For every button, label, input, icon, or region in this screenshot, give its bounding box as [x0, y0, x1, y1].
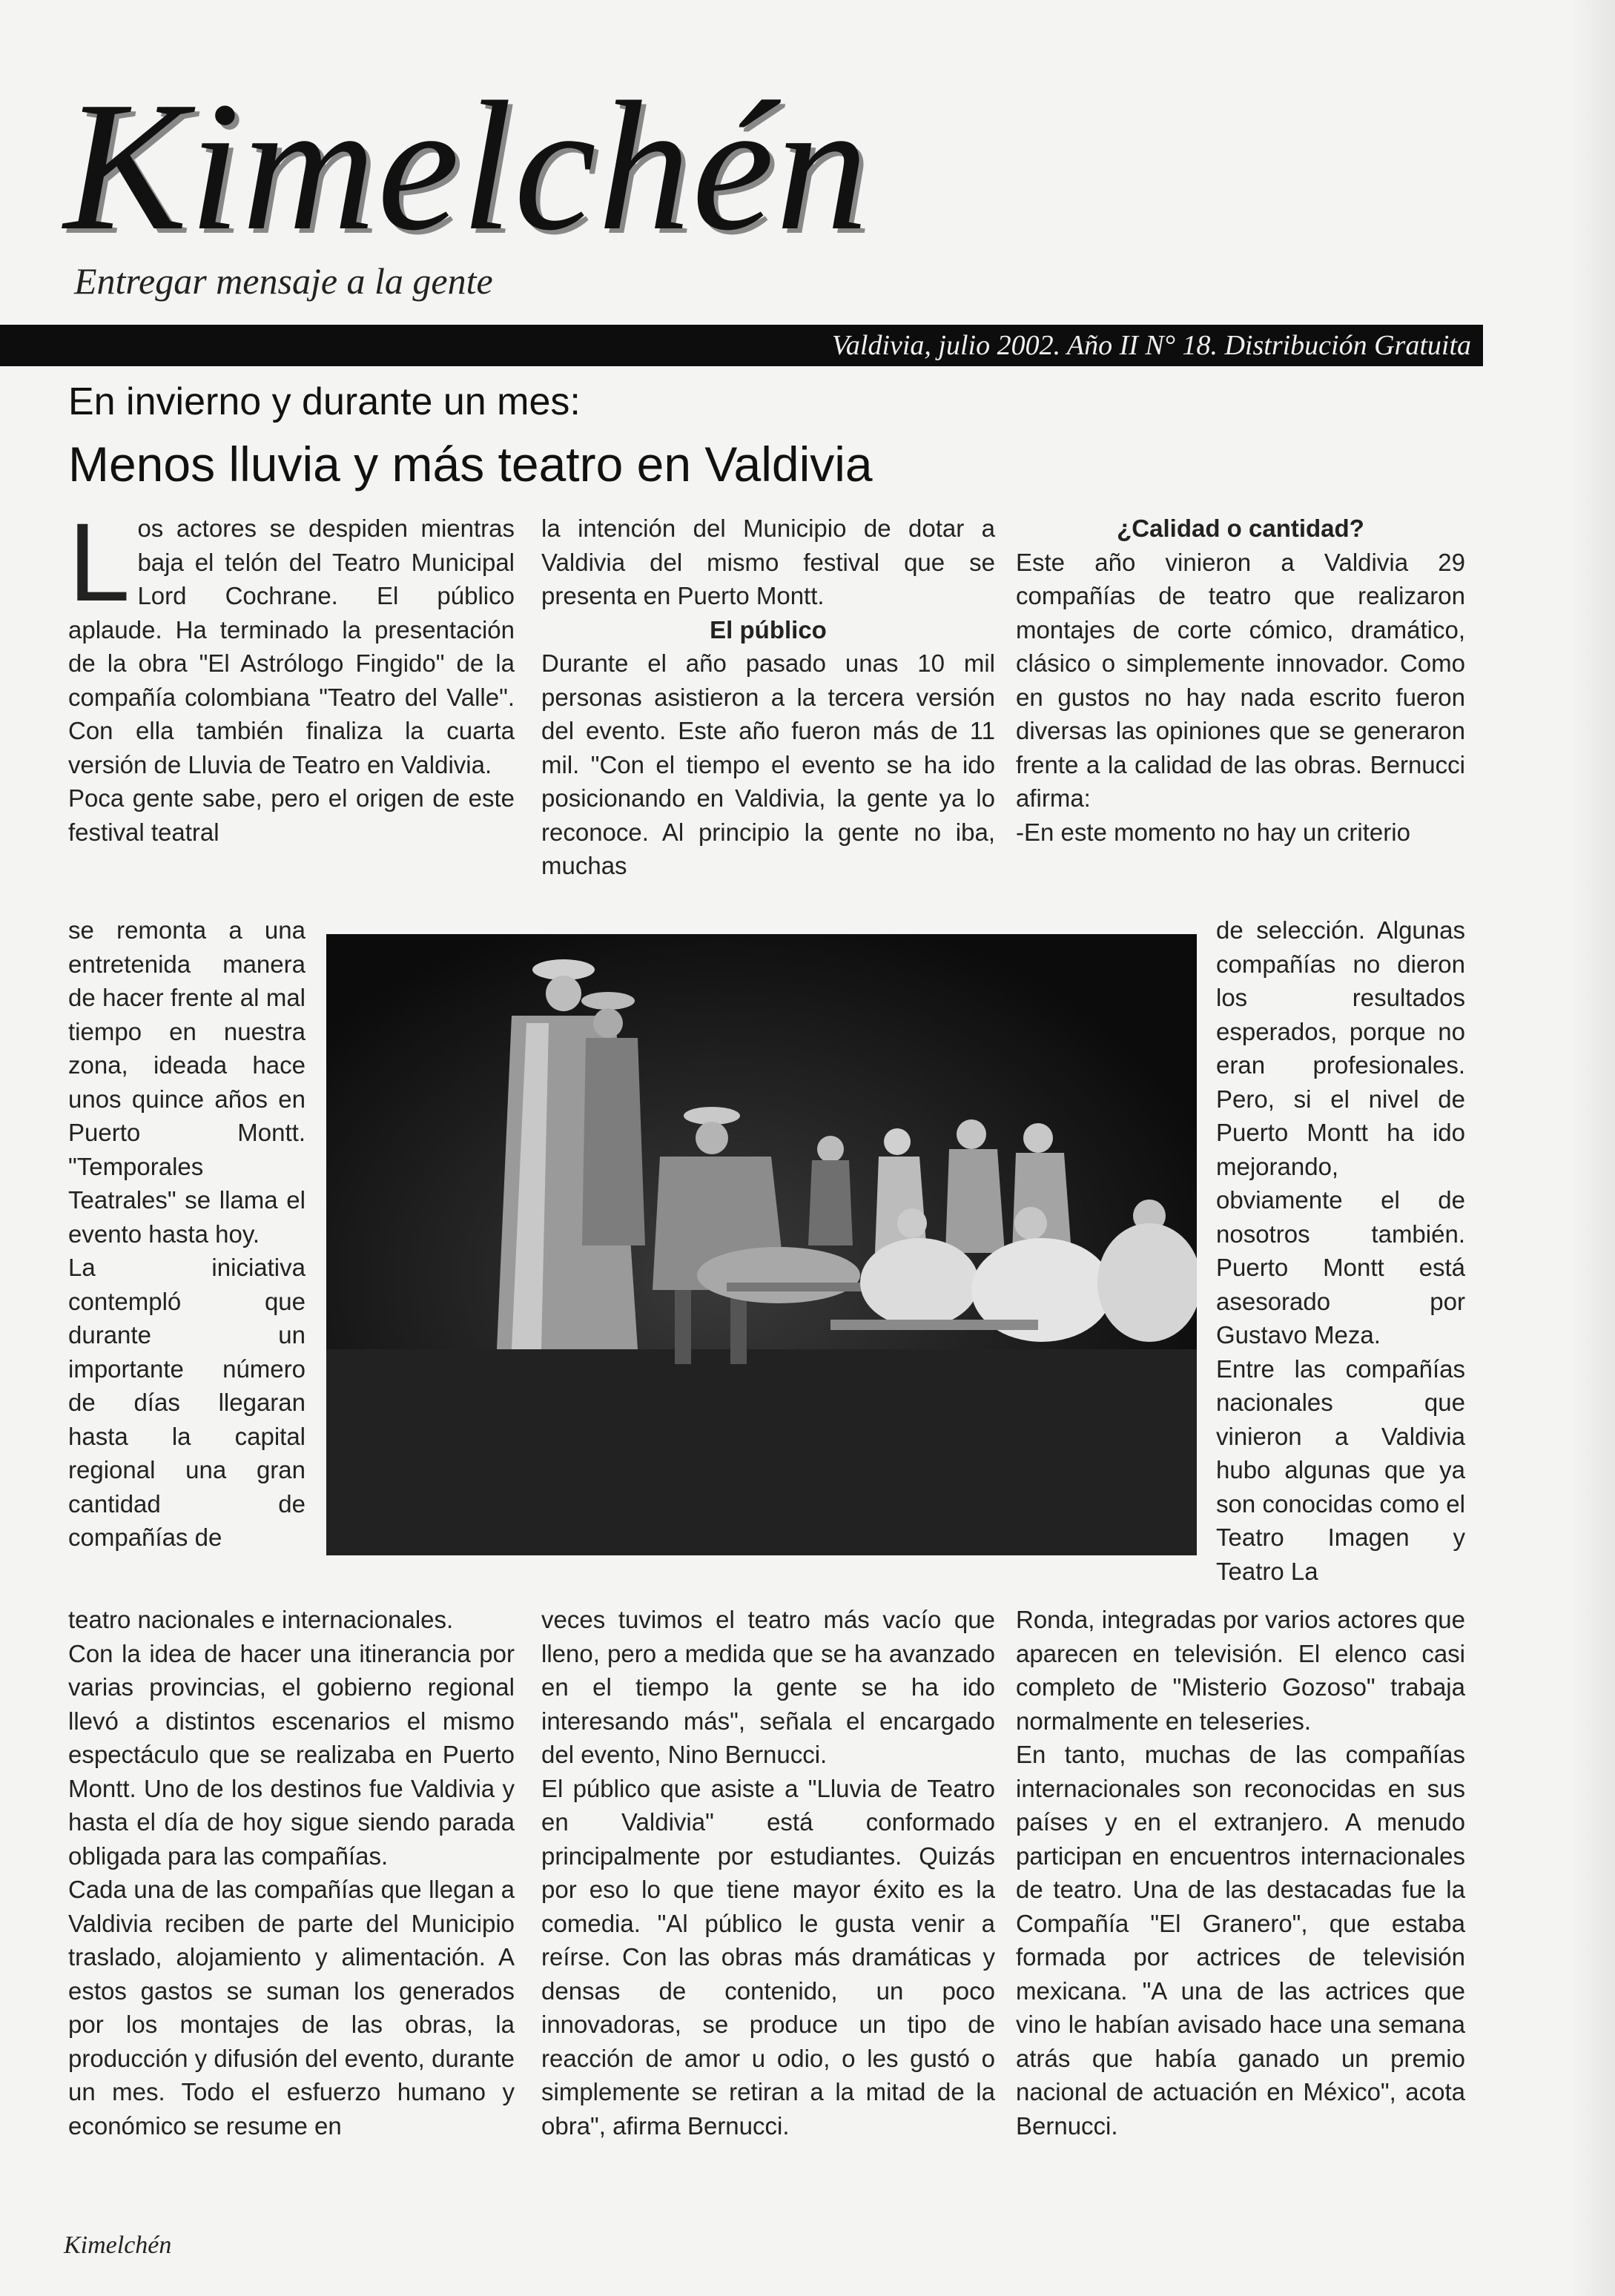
masthead-tagline: Entregar mensaje a la gente: [74, 260, 493, 302]
paragraph: Cada una de las compañías que llegan a Valdivia reciben de parte del Municipio traslado, alojamiento y alimentación. A estos gastos se suman los generados por los montajes de las obras, la producción y difusión del evento, durante un mes. Todo el esfuerzo humano y económico se resume en: [68, 1876, 515, 2140]
paragraph: El público que asiste a "Lluvia de Teatro en Valdivia" está conformado principalmente por estudiantes. Quizás por eso lo que tiene mayor éxito es la comedia. "Al público le gusta venir a reírse. Con las obras más dramáticas y densas de contenido, un poco innovadoras, se produce un tipo de reacción de amor u odio, o les gustó o simplemente se retiran a la mitad de la obra", afirma Bernucci.: [541, 1774, 995, 2140]
column-1-wrap: [68, 913, 306, 1555]
column-2-bottom: [541, 1603, 995, 2143]
paragraph: de selección. Algunas compañías no dieron los resultados esperados, porque no eran profesionales. Pero, si el nivel de Puerto Montt ha ido mejorando, obviamente el de nosotros también. Puerto Montt está asesorado por Gustavo Meza.: [1216, 916, 1465, 1349]
drop-cap: L: [68, 500, 131, 624]
paragraph: En tanto, muchas de las compañías internacionales son reconocidas en sus países y en el extranjero. A menudo participan en encuentros internacionales de teatro. Una de las destacadas fue la Compañía "El Granero", que estaba formada por actrices de televisión mexicana. "A una de las actrices que vino le habían avisado hace una semana atrás que había ganado un premio nacional de actuación en México", acota Bernucci.: [1016, 1741, 1465, 2140]
column-2-top: [541, 512, 995, 883]
paragraph: Entre las compañías nacionales que vinieron a Valdivia hubo algunas que ya son conocidas como el Teatro Imagen y Teatro La: [1216, 1354, 1465, 1585]
masthead-title: Kimelchén: [64, 64, 871, 269]
subheading: El público: [710, 615, 827, 644]
paragraph: Este año vinieron a Valdivia 29 compañías de teatro que realizaron montajes de corte cómico, dramático, clásico o simplemente innovador. Como en gustos no hay nada escrito fueron diversas las opiniones que se generaron frente a la calidad de las obras. Bernucci afirma:: [1016, 548, 1465, 812]
column-1-top: [68, 500, 515, 849]
paragraph: veces tuvimos el teatro más vacío que lleno, pero a medida que se ha avanzado en el tiempo la gente se ha ido interesando más", señala el encargado del evento, Nino Bernucci.: [541, 1606, 995, 1768]
subheading: ¿Calidad o cantidad?: [1117, 515, 1364, 542]
column-3-top: [1016, 512, 1465, 849]
issue-bar: [0, 325, 1483, 366]
page-edge-shadow: [1571, 0, 1615, 2296]
theater-photo: [326, 934, 1197, 1555]
lead-text: os actores se despiden mientras baja el telón del Teatro Municipal Lord Cochrane. El público aplaude. Ha terminado la presentación de la obra "El Astrólogo Fingido" de la compañía colombiana "Teatro del Valle". Con ella también finaliza la cuarta versión de Lluvia de Teatro en Valdivia.: [68, 515, 515, 778]
paragraph: -En este momento no hay un criterio: [1016, 818, 1410, 846]
column-3-bottom: [1016, 1603, 1465, 2143]
paragraph: Ronda, integradas por varios actores que aparecen en televisión. El elenco casi completo de "Misterio Gozoso" trabaja normalmente en teleseries.: [1016, 1606, 1465, 1735]
issue-line: Valdivia, julio 2002. Año II N° 18. Distribución Gratuita: [831, 330, 1471, 361]
paragraph: Poca gente sabe, pero el origen de este festival teatral: [68, 784, 515, 846]
paragraph: la intención del Municipio de dotar a Valdivia del mismo festival que se presenta en Puerto Montt.: [541, 515, 995, 609]
paragraph: Con la idea de hacer una itinerancia por varias provincias, el gobierno regional llevó a distintos escenarios el mismo espectáculo que se realizaba en Puerto Montt. Uno de los destinos fue Valdivia y hasta el día de hoy sigue siendo parada obligada para las compañías.: [68, 1639, 515, 1870]
stage-scene-image: [326, 934, 1197, 1555]
paragraph: teatro nacionales e internacionales.: [68, 1606, 454, 1633]
footer-label: Kimelchén: [64, 2232, 172, 2259]
paragraph: [68, 500, 515, 781]
article-headline: Menos lluvia y más teatro en Valdivia: [68, 437, 873, 492]
paragraph: se remonta a una entretenida manera de hacer frente al mal tiempo en nuestra zona, ideada hace unos quince años en Puerto Montt. "Temporales Teatrales" se llama el evento hasta hoy.: [68, 916, 306, 1248]
paragraph: Durante el año pasado unas 10 mil personas asistieron a la tercera versión del evento. Este año fueron más de 11 mil. "Con el tiempo el evento se ha ido posicionando en Valdivia, la gente ya lo reconoce. Al principio la gente no iba, muchas: [541, 649, 995, 879]
article-kicker: En invierno y durante un mes:: [68, 380, 581, 423]
column-3-wrap: [1216, 913, 1465, 1588]
paragraph: La iniciativa contempló que durante un importante número de días llegaran hasta la capital regional una gran cantidad de compañías de: [68, 1254, 306, 1551]
column-1-bottom: [68, 1603, 515, 2143]
